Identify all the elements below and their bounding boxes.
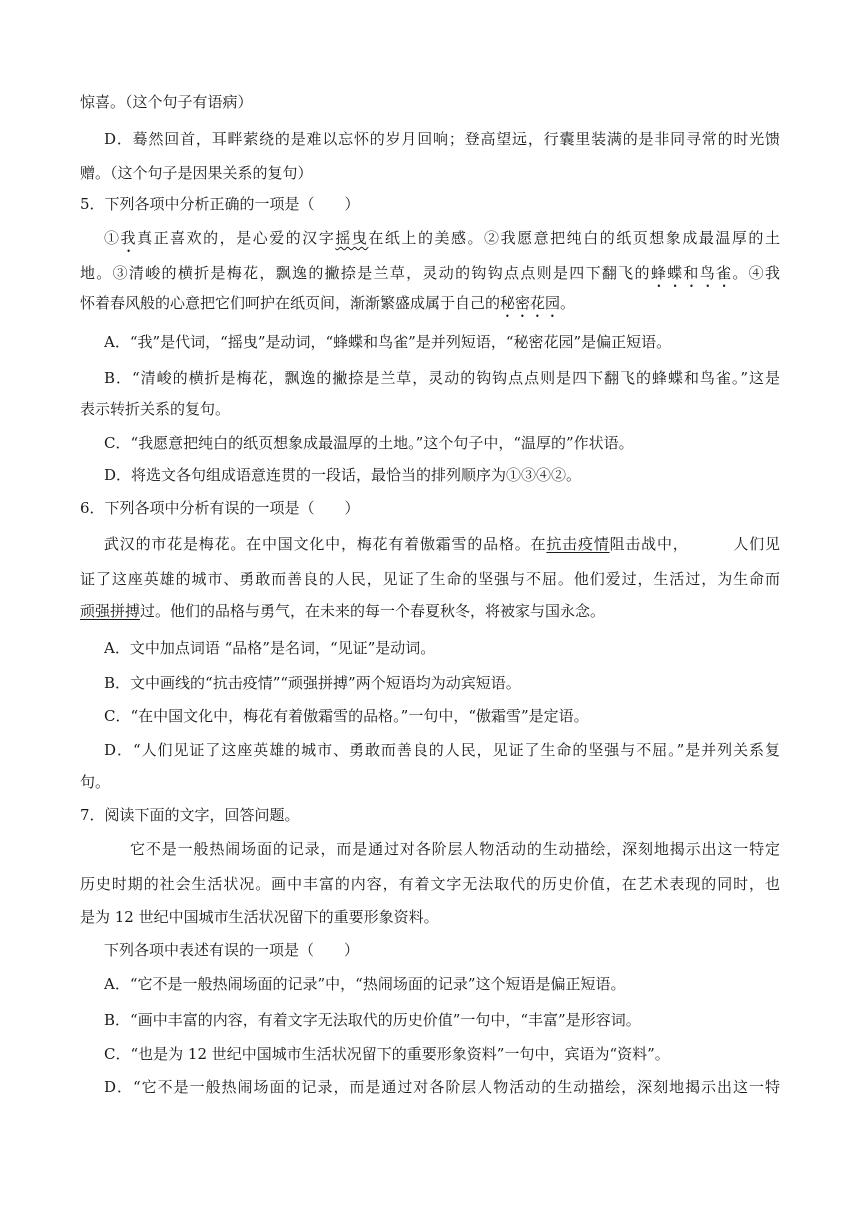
passage-text: 。在 — [514, 535, 547, 553]
question-7-subquestion: 下列各项中表述有误的一项是（ ） — [104, 941, 360, 959]
passage-text: 了这座英雄的城市、勇敢而善良的人民，见证了生命的坚强与不屈。他们爱过，生活过，为生命而 — [95, 570, 780, 588]
question-6-passage-line — [80, 601, 780, 621]
passage-text: 武汉的市花是梅花。在中国文化中，梅花有着傲霜雪的 — [104, 535, 484, 553]
option-d-line: D．蓦然回首，耳畔萦绕的是难以忘怀的岁月回响；登高望远，行囊里装满的是非同寻常的时光馈 — [104, 130, 780, 148]
passage-text: 真正喜欢的，是心爱的汉字 — [137, 229, 336, 247]
circled-number: ① — [104, 229, 121, 247]
marked-word: 见 — [764, 535, 780, 553]
question-6-option-d: D．“人们见证了这座英雄的城市、勇敢而善良的人民，见证了生命的坚强与不屈。”是并列关系复 — [104, 741, 780, 759]
question-7-stem: 7．阅读下面的文字，回答问题。 — [80, 806, 300, 824]
question-5-option-b: 表示转折关系的复句。 — [80, 400, 231, 418]
question-6-option-c: C．“在中国文化中，梅花有着傲霜雪的品格。”一句中，“傲霜雪”是定语。 — [104, 707, 589, 725]
underlined-phrase: 抗击疫情 — [546, 535, 610, 553]
passage-text: 人们 — [732, 535, 765, 553]
passage-text: 在纸上的美感。②我愿意把纯白的纸页想象成最温厚的土 — [368, 229, 780, 247]
question-5-passage-line — [104, 228, 780, 248]
question-7-option-a: A．“它不是一般热闹场面的记录”中，“热闹场面的记录”这个短语是偏正短语。 — [104, 975, 626, 993]
question-7-option-c: C．“也是为 12 世纪中国城市生活状况留下的重要形象资料”一句中，宾语为“资料”。 — [104, 1045, 670, 1063]
passage-text: 怀着春风般的心意把它们呵护在纸页间，渐渐繁盛成属于自己的 — [80, 294, 501, 312]
passage-text: 地。③清峻的横折是梅花，飘逸的撇捺是兰草，灵动的钩钩点点则是四下翻飞的 — [80, 264, 651, 282]
question-6-stem: 6．下列各项中分析有误的一项是（ ） — [80, 499, 360, 517]
question-7-option-d: D．“它不是一般热闹场面的记录，而是通过对各阶层人物活动的生动描绘，深刻地揭示出这一特 — [104, 1078, 780, 1096]
question-7-passage-line: 历史时期的社会生活状况。画中丰富的内容，有着文字无法取代的历史价值，在艺术表现的同时，也 — [80, 875, 780, 893]
question-6-option-a: A．文中加点词语 “品格”是名词，“见证”是动词。 — [104, 639, 436, 657]
marked-word: 品格 — [483, 535, 515, 553]
passage-text: 过。他们的品格与勇气，在未来的每一个春夏秋冬，将被家与国永念。 — [140, 602, 606, 620]
question-7-option-b: B．“画中丰富的内容，有着文字无法取代的历史价值”一句中，“丰富”是形容词。 — [104, 1011, 641, 1029]
question-6-option-d: 句。 — [80, 773, 111, 791]
dotted-word: 蜂蝶和鸟雀 — [650, 264, 733, 282]
question-7-passage-line: 它不是一般热闹场面的记录，而是通过对各阶层人物活动的生动描绘，深刻地揭示出这一特定 — [130, 840, 780, 858]
underlined-phrase: 顽强拼搏 — [80, 602, 141, 620]
question-5-option-a: A．“我”是代词，“摇曳”是动词，“蜂蝶和鸟雀”是并列短语，“秘密花园”是偏正短语。 — [104, 333, 672, 351]
question-5-option-c: C．“我愿意把纯白的纸页想象成最温厚的土地。”这个句子中，“温厚的”作状语。 — [104, 434, 634, 452]
marked-word: 摇曳 — [335, 229, 369, 247]
question-6-option-b: B．文中画线的“抗击疫情”“顽强拼搏”两个短语均为动宾短语。 — [104, 674, 521, 692]
dotted-word: 秘密花园 — [500, 294, 561, 312]
passage-text: 。 — [560, 294, 576, 312]
question-5-option-b: B．“清峻的横折是梅花，飘逸的撇捺是兰草，灵动的钩钩点点则是四下翻飞的蜂蝶和鸟雀。”这是 — [104, 369, 780, 387]
question-5-option-d: D．将选文各句组成语意连贯的一段话，最恰当的排列顺序为①③④②。 — [104, 466, 582, 484]
marked-word: 证 — [80, 570, 96, 588]
question-5-stem: 5．下列各项中分析正确的一项是（ ） — [80, 195, 360, 213]
option-d-line: 赠。（这个句子是因果关系的复句） — [80, 164, 313, 182]
question-7-passage-line: 是为 12 世纪中国城市生活状况留下的重要形象资料。 — [80, 908, 439, 926]
intro-line: 惊喜。（这个句子有语病） — [80, 93, 253, 111]
question-6-passage-line — [80, 569, 780, 589]
question-6-passage-line — [104, 534, 780, 554]
question-5-passage-line — [80, 293, 780, 313]
dotted-word: 我 — [120, 229, 138, 247]
passage-text: 阻击战中， — [609, 535, 689, 553]
question-5-passage-line — [80, 263, 780, 283]
passage-text: 。④我 — [732, 264, 780, 282]
